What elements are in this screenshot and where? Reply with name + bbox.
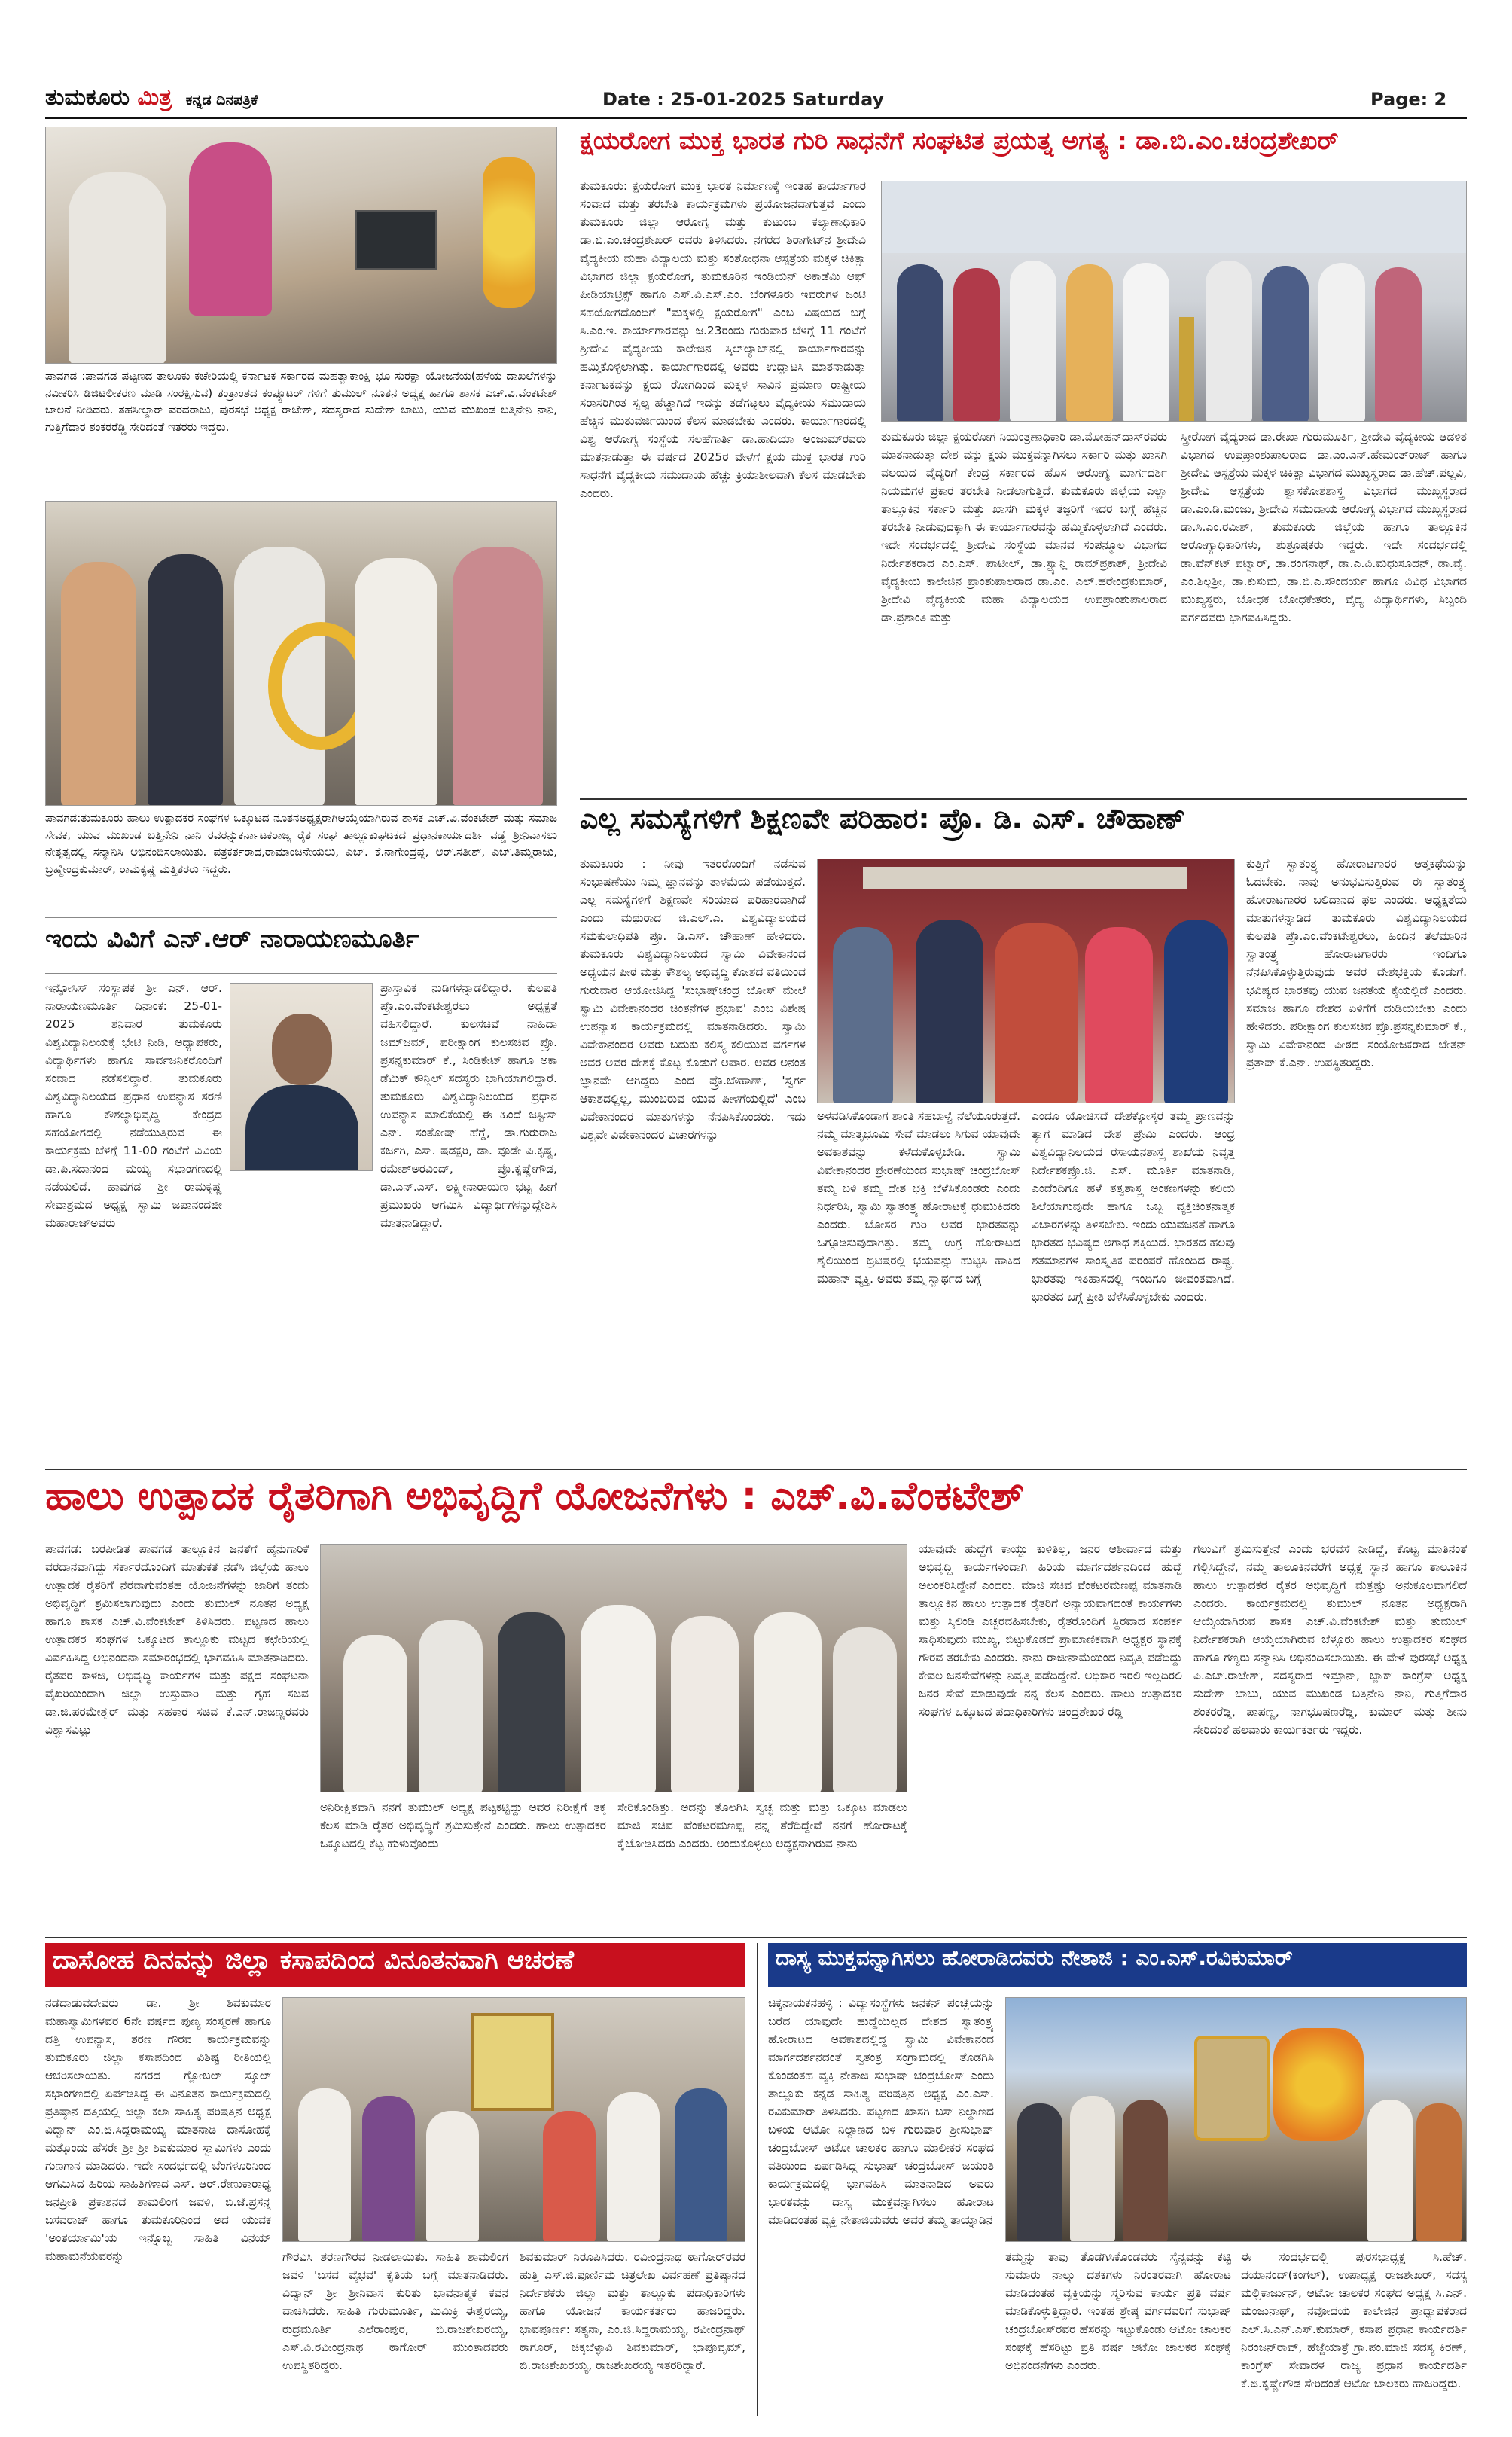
- person-figure: [833, 1627, 897, 1792]
- masthead-logo: [45, 84, 422, 117]
- person-figure: [675, 2088, 727, 2242]
- person-figure: [1262, 266, 1309, 422]
- swami-portrait-frame: [471, 2013, 554, 2111]
- photo-netaji-tribute: [1005, 1997, 1467, 2242]
- netaji-col3: ಈ ಸಂದರ್ಭದಲ್ಲಿ ಪುರಸಭಾಧ್ಯಕ್ಷ ಸಿ.ಹೆಚ್. ದಯಾನಂದ್(ಕಂಗಲ್), ಉಪಾಧ್ಯಕ್ಷ ರಾಜಶೇಖರ್, ಸದಸ್ಯ ಮಲ್ಲಿಕಾರ್ಜುನ್, ಆಟೋ ಚಾಲಕರ ಸಂಘದ ಅಧ್ಯಕ್ಷ ಸಿ.ಎನ್. ಮಂಜುನಾಥ್, ನವೋದಯ ಕಾಲೇಜಿನ ಪ್ರಾಧ್ಯಾಪಕರಾದ ಎಲ್.ಸಿ.ಎನ್.ಎಸ್.ಕುಮಾರ್, ಕಸಾಪ ಪ್ರಧಾನ ಕಾರ್ಯದರ್ಶಿ ನಿರಂಜನ್‌ರಾವ್, ಹೆಜ್ಜೆಯಾತ್ರೆ ಗ್ರಾ.ಪಂ.ಮಾಜಿ ಸದಸ್ಯ ಕಿರಣ್, ಕಾಂಗ್ರೆಸ್ ಸೇವಾದಳ ರಾಜ್ಯ ಪ್ರಧಾನ ಕಾರ್ಯದರ್ಶಿ ಕೆ.ಜಿ.ಕೃಷ್ಣೇಗೌಡ ಸೇರಿದಂತೆ ಆಟೋ ಚಾಲಕರು ಹಾಜರಿದ್ದರು.: [1241, 2250, 1467, 2391]
- issue-date: Date : 25-01-2025 Saturday: [602, 89, 885, 110]
- education-col4: ಕುತ್ತಿಗೆ ಸ್ವಾತಂತ್ರ್ಯ ಹೋರಾಟಗಾರರ ಆತ್ಮಕಥೆಯನ್ನು ಓದಬೇಕು. ನಾವು ಅನುಭವಿಸುತ್ತಿರುವ ಈ ಸ್ವಾತಂತ್ರ್ಯ ಹೋರಾಟಗಾರರ ಬಲಿದಾನದ ಫಲ ಎಂದರು. ಅಧ್ಯಕ್ಷತೆಯ ಮಾತುಗಳನ್ನಾಡಿದ ತುಮಕೂರು ವಿಶ್ವವಿದ್ಯಾನಿಲಯದ ಕುಲಪತಿ ಪ್ರೊ.ಎಂ.ವೆಂಕಟೇಶ್ವರಲು, ಹಿಂದಿನ ತಲೆಮಾರಿನ ಸ್ವಾತಂತ್ರ್ಯ ಹೋರಾಟಗಾರರು ಇಂದಿಗೂ ನೆನಪಿಸಿಕೊಳ್ಳುತ್ತಿರುವುದು ಅವರ ದೇಶಭಕ್ತಿಯ ಕೊಡುಗೆ. ಭವಿಷ್ಯದ ಭಾರತವು ಯುವ ಜನತೆಯ ಕೈಯಲ್ಲಿದೆ ಎಂದರು. ಸಮಾಜ ಹಾಗೂ ದೇಶದ ಏಳಿಗೆಗೆ ದುಡಿಯಬೇಕು ಎಂದು ಹೇಳಿದರು. ಪರೀಕ್ಷಾಂಗ ಕುಲಸಚಿವ ಪ್ರೊ.ಪ್ರಸನ್ನಕುಮಾರ್ ಕೆ., ಸ್ವಾಮಿ ವಿವೇಕಾನಂದ ಪೀಠದ ಸಂಯೋಜಕರಾದ ಚೇತನ್ ಪ್ರತಾಪ್ ಕೆ.ಎನ್. ಉಪಸ್ಥಿತರಿದ್ದರು.: [1246, 857, 1467, 1070]
- person-figure: [1367, 2100, 1413, 2242]
- stage-backdrop-text: [863, 867, 1187, 889]
- person-figure: [1066, 264, 1113, 422]
- photo-kasapa-group: [282, 1997, 745, 2242]
- person-figure: [1070, 2096, 1115, 2242]
- person-figure: [953, 268, 1000, 422]
- person-figure: [498, 1612, 565, 1792]
- milk-photo-caption-left: ಅನಿರೀಕ್ಷಿತವಾಗಿ ನನಗೆ ತುಮುಲ್ ಅಧ್ಯಕ್ಷ ಪಟ್ಟಕಟ್ಟಿದ್ದು ಅವರ ನಿರೀಕ್ಷೆಗೆ ತಕ್ಕ ಕೆಲಸ ಮಾಡಿ ರೈತರ ಅಭಿವೃದ್ಧಿಗೆ ಶ್ರಮಿಸುತ್ತೇನೆ ಎಂದರು. ಹಾಲು ಉತ್ಪಾದಕರ ಒಕ್ಕೂಟದಲ್ಲಿ ಕೆಟ್ಟ ಹುಳುವೊಂದು: [320, 1801, 606, 1851]
- person-figure: [1206, 261, 1252, 422]
- person-figure: [1010, 261, 1056, 422]
- netaji-col1: ಚಿಕ್ಕನಾಯಕನಹಳ್ಳಿ : ವಿದ್ಯಾಸಂಸ್ಥೆಗಳು ಜನಕನ್ ಪಂಚ್ಲೆಯನ್ನು ಬರೆದ ಯಾವುದೇ ಹುದ್ದೆಯಿಲ್ಲದ ದೇಶದ ಸ್ವಾತಂತ್ರ್ಯ ಹೋರಾಟದ ಅವಕಾಶದಲ್ಲಿದ್ದ ಸ್ವಾಮಿ ವಿವೇಕಾನಂದ ಮಾರ್ಗದರ್ಶನದಂತೆ ಸ್ವತಂತ್ರ ಸಂಗ್ರಾಮದಲ್ಲಿ ತೊಡಗಿಸಿ ಕೊಂಡಂತಹ ವ್ಯಕ್ತಿ ನೇತಾಜಿ ಸುಭಾಷ್ ಚಂದ್ರಬೋಸ್ ಎಂದು ತಾಲ್ಲೂಕು ಕನ್ನಡ ಸಾಹಿತ್ಯ ಪರಿಷತ್ತಿನ ಅಧ್ಯಕ್ಷ ಎಂ.ಎಸ್. ರವಿಕುಮಾರ್ ತಿಳಿಸಿದರು. ಪಟ್ಟಣದ ಖಾಸಗಿ ಬಸ್ ನಿಲ್ದಾಣದ ಬಳಿಯ ಆಟೋ ನಿಲ್ದಾಣದ ಬಳಿ ಗುರುವಾರ ಶ್ರೀಸುಭಾಷ್ ಚಂದ್ರಬೋಸ್ ಆಟೋ ಚಾಲಕರ ಹಾಗೂ ಮಾಲೀಕರ ಸಂಘದ ವತಿಯಿಂದ ಏರ್ಪಡಿಸಿದ್ದ ಸುಭಾಷ್ ಚಂದ್ರಬೋಸ್ ಜಯಂತಿ ಕಾರ್ಯಕ್ರಮದಲ್ಲಿ ಭಾಗವಹಿಸಿ ಮಾತನಾಡಿದ ಅವರು ಭಾರತವನ್ನು ದಾಸ್ಯ ಮುಕ್ತವನ್ನಾಗಿಸಲು ಹೋರಾಟ ಮಾಡಿದಂತಹ ವ್ಯಕ್ತಿ ನೇತಾಜಿಯವರು ಅವರ ತಮ್ಮ ತಾಯ್ನಾಡಿನ: [768, 1996, 994, 2228]
- education-col1: ತುಮಕೂರು : ನೀವು ಇತರರೊಂದಿಗೆ ನಡೆಸುವ ಸಂಭಾಷಣೆಯು ನಿಮ್ಮ ಜ್ಞಾನವನ್ನು ತಾಳಮೆಯ ಪಡೆಯುತ್ತದೆ. ಎಲ್ಲ ಸಮಸ್ಯೆಗಳಿಗೆ ಶಿಕ್ಷಣವೇ ಸರಿಯಾದ ಪರಿಹಾರವಾಗಿದೆ ಎಂದು ಮಥುರಾದ ಜಿ.ಎಲ್.ಎ. ವಿಶ್ವವಿದ್ಯಾಲಯದ ಸಮಕುಲಾಧಿಪತಿ ಪ್ರೊ. ಡಿ.ಎಸ್. ಚೌಹಾಣ್ ಹೇಳಿದರು. ತುಮಕೂರು ವಿಶ್ವವಿದ್ಯಾನಿಲಯದ ಸ್ವಾಮಿ ವಿವೇಕಾನಂದ ಅಧ್ಯಯನ ಪೀಠ ಮತ್ತು ಕೌಶಲ್ಯ ಅಭಿವೃದ್ಧಿ ಕೋಶದ ವತಿಯಿಂದ ಗುರುವಾರ ಆಯೋಜಿಸಿದ್ದ 'ಸುಭಾಷ್‌ಚಂದ್ರ ಬೋಸ್ ಮೇಲೆ ಸ್ವಾಮಿ ವಿವೇಕಾನಂದರ ಚಿಂತನೆಗಳ ಪ್ರಭಾವ' ಎಂಬ ವಿಶೇಷ ಉಪನ್ಯಾಸ ಕಾರ್ಯಕ್ರಮದಲ್ಲಿ ಮಾತನಾಡಿದರು. ಸ್ವಾಮಿ ವಿವೇಕಾನಂದರ ಅವರು ಬದುಕು ಕಲಿಸ್ತ್ಯ ಕಲಿಯುವ ವರ್ಗಗಳ ಅವರ ಅವರ ದೇಶಕ್ಕೆ ಕೊಟ್ಟ ಕೊಡುಗೆ ಅಪಾರ. ಅವರ ಅನಂತ ಜ್ಞಾನವೇ ಆಗಿದ್ದರು ಎಂದ ಪ್ರೊ.ಚೌಹಾಣ್, 'ಸ್ವರ್ಗ ಆಕಾಶದಲ್ಲಿಲ್ಲ, ಮುಂಬರುವ ಯುವ ಪೀಳಿಗೆಯಲ್ಲಿದೆ' ಎಂಬ ವಿವೇಕಾನಂದರ ಮಾತುಗಳನ್ನು ನೆನಪಿಸಿಕೊಂಡರು. ಇದು ವಿಶ್ವವೇ ವಿವೇಕಾನಂದರ ವಿಚಾರಗಳನ್ನು: [580, 857, 806, 1142]
- photo-caption: ಪಾವಗಡ:ತುಮಕೂರು ಹಾಲು ಉತ್ಪಾದಕರ ಸಂಘಗಳ ಒಕ್ಕೂಟದ ನೂತನಅಧ್ಯಕ್ಷರಾಗಿಆಯ್ಕೆಯಾಗಿರುವ ಶಾಸಕ ಎಚ್.ವಿ.ವೆಂಕಟೇಶ್ ಮತ್ತು ಸಮಾಜ ಸೇವಕ, ಯುವ ಮುಖಂಡ ಬತ್ತಿನೇನಿ ನಾನಿ ರವರನ್ನುಕರ್ನಾಟಕರಾಜ್ಯ ರೈತ ಸಂಘ ತಾಲ್ಲೂಕುಘಟಕದ ಪ್ರಧಾನಕಾರ್ಯದರ್ಶಿ ವಡ್ಡೆ ಶ್ರೀನಿವಾಸಲು ನೇತೃತ್ವದಲ್ಲಿ ಸನ್ಮಾನಿಸಿ ಅಭಿನಂದಿಸಲಾಯಿತು. ಪತ್ರಕರ್ತರಾದ,ರಾಮಾಂಜನೇಯಲು, ಎಚ್. ಕೆ.ನಾಗೇಂದ್ರಪ್ಪ, ಆರ್.ಸತೀಶ್, ಎಚ್.ತಿಮ್ಮರಾಜು, ಬ್ರಹ್ಮೇಂದ್ರಕುಮಾರ್, ರಾಮಕೃಷ್ಣ ಮತ್ತಿತರರು ಇದ್ದರು.: [45, 811, 557, 876]
- narayana-col1: ಇನ್ಫೋಸಿಸ್ ಸಂಸ್ಥಾಪಕ ಶ್ರೀ ಎನ್. ಆರ್. ನಾರಾಯಣಮೂರ್ತಿ ದಿನಾಂಕ: 25-01-2025 ಶನಿವಾರ ತುಮಕೂರು ವಿಶ್ವವಿದ್ಯಾನಿಲಯಕ್ಕೆ ಭೇಟಿ ನೀಡಿ, ಅಧ್ಯಾಪಕರು, ವಿದ್ಯಾರ್ಥಿಗಳು ಹಾಗೂ ಸಾರ್ವಜನಿಕರೊಂದಿಗೆ ಸಂವಾದ ನಡೆಸಲಿದ್ದಾರೆ. ತುಮಕೂರು ವಿಶ್ವವಿದ್ಯಾನಿಲಯದ ಪ್ರಧಾನ ಉಪನ್ಯಾಸ ಸರಣಿ ಹಾಗೂ ಕೌಶಲ್ಯಾಭಿವೃದ್ಧಿ ಕೇಂದ್ರದ ಸಹಯೋಗದಲ್ಲಿ ನಡೆಯುತ್ತಿರುವ ಈ ಕಾರ್ಯಕ್ರಮ ಬೆಳಗ್ಗೆ 11-00 ಗಂಟೆಗೆ ವಿವಿಯ ಡಾ.ಪಿ.ಸದಾನಂದ ಮಯ್ಯ ಸಭಾಂಗಣದಲ್ಲಿ ನಡೆಯಲಿದೆ. ಹಾವಗಡ ಶ್ರೀ ರಾಮಕೃಷ್ಣ ಸೇವಾಶ್ರಮದ ಅಧ್ಯಕ್ಷ ಸ್ವಾಮಿ ಜಪಾನಂದಜೀ ಮಹಾರಾಜ್‌ಅವರು: [45, 981, 222, 1231]
- portrait-head: [272, 1014, 332, 1085]
- photo-computer-inauguration: [45, 127, 557, 364]
- netaji-headline: ದಾಸ್ಯ ಮುಕ್ತವನ್ನಾಗಿಸಲು ಹೋರಾಡಿದವರು ನೇತಾಜಿ : ಎಂ.ಎಸ್.ರವಿಕುಮಾರ್: [768, 1943, 1467, 1987]
- flower-garland-decor: [1273, 2028, 1364, 2141]
- paper-name-part1: ತುಮಕೂರು: [45, 84, 130, 111]
- person-figure: [1123, 263, 1169, 422]
- education-headline: ಎಲ್ಲ ಸಮಸ್ಯೆಗಳಿಗೆ ಶಿಕ್ಷಣವೇ ಪರಿಹಾರ: ಪ್ರೊ. ಡಿ. ಎಸ್. ಚೌಹಾಣ್: [580, 803, 1185, 835]
- dasoha-col2: ಗೌರವಿಸಿ ಶರಣಗೌರವ ನೀಡಲಾಯಿತು. ಸಾಹಿತಿ ಶಾಮಲಿಂಗ ಜವಳಿ 'ಬಸವ ವೈಭವ' ಕೃತಿಯ ಬಗ್ಗೆ ಮಾತನಾಡಿದರು. ವಿದ್ವಾನ್ ಶ್ರೀ ಶ್ರೀನಿವಾಸ ಕುರಿತು ಭಾವನಾತ್ಮಕ ಕವನ ವಾಚಿಸಿದರು. ಸಾಹಿತಿ ಗುರುಮೂರ್ತಿ, ಮಿಮಿಕ್ರಿ ಈಶ್ವರಯ್ಯ, ರುದ್ರಮೂರ್ತಿ ಎಲೆರಾಂಪುರ, ಬಿ.ರಾಜಶೇಖರಯ್ಯ, ಎಸ್.ವಿ.ರವೀಂದ್ರನಾಥ ಠಾಗೋರ್ ಮುಂತಾದವರು ಉಪಸ್ಥಿತರಿದ್ದರು.: [282, 2250, 508, 2373]
- person-figure: [543, 2111, 596, 2242]
- masthead-rule: [45, 117, 1467, 119]
- person-figure: [298, 2088, 351, 2242]
- dasoha-col1: ನಡೆದಾಡುವದೇವರು ಡಾ. ಶ್ರೀ ಶಿವಕುಮಾರ ಮಹಾಸ್ವಾಮಿಗಳವರ 6ನೇ ವರ್ಷದ ಪುಣ್ಯ ಸಂಸ್ಮರಣೆ ಹಾಗೂ ದತ್ತಿ ಉಪನ್ಯಾಸ, ಶರಣ ಗೌರವ ಕಾರ್ಯಕ್ರಮವನ್ನು ತುಮಕೂರು ಜಿಲ್ಲಾ ಕಸಾಪದಿಂದ ವಿಶಿಷ್ಟ ರೀತಿಯಲ್ಲಿ ಆಚರಿಸಲಾಯಿತು. ನಗರದ ಗ್ಲೋಬಲ್ ಸ್ಕೂಲ್ ಸಭಾಂಗಣದಲ್ಲಿ ಏರ್ಪಡಿಸಿದ್ದ ಈ ವಿನೂತನ ಕಾರ್ಯಕ್ರಮದಲ್ಲಿ ಪ್ರತಿಷ್ಠಾನ ದತ್ತಿಯಲ್ಲಿ ಜಿಲ್ಲಾ ಕಲಾ ಸಾಹಿತ್ಯ ಪರಿಷತ್ತಿನ ಅಧ್ಯಕ್ಷ ವಿದ್ವಾನ್ ಎಂ.ಜಿ.ಸಿದ್ದರಾಮಯ್ಯ ಮಾತನಾಡಿ ದಾಸೋಹಕ್ಕೆ ಮತ್ತೊಂದು ಹೆಸರೇ ಶ್ರೀ ಶ್ರೀ ಶಿವಕುಮಾರ ಸ್ವಾಮಿಗಳು ಎಂದು ಗುಣಗಾನ ಮಾಡಿದರು. ಇದೇ ಸಂದರ್ಭದಲ್ಲಿ ಬೆಂಗಳೂರಿನಿಂದ ಆಗಮಿಸಿದ ಹಿರಿಯ ಸಾಹಿತಿಗಳಾದ ಎಸ್. ಆರ್.ರೇಣುಕಾರಾಧ್ಯ ಜನಪ್ರೀತಿ ಪ್ರಕಾಶನದ ಶಾಮಲಿಂಗ ಜವಳಿ, ಬಿ.ಜೆ.ಪ್ರಸನ್ನ ಬಸವರಾಜ್ ಹಾಗೂ ತುಮಕೂರಿನಿಂದ ಅದ ಯುವಕ 'ಅಂತರ್ಯಾಮಿ'ಯ ಇನ್ನೊಬ್ಬ ಸಾಹಿತಿ ವಿನಯ್ ಮಹಾಮನೆಯವರನ್ನು: [45, 1996, 271, 2264]
- paper-name-part2: ಮಿತ್ರ: [137, 84, 172, 111]
- person-figure: [419, 1620, 483, 1792]
- dasoha-col3: ಶಿವಕುಮಾರ್ ನಿರೂಪಿಸಿದರು. ರವೀಂದ್ರನಾಥ ಠಾಗೋರ್‌ರವರ ಹುತ್ತಿ ಎಸ್.ಜಿ.ಪೂರ್ಣಿಮ ಚಿತ್ರಲೇಖ ವಿರ್ವಹಣೆ ಪ್ರತಿಷ್ಠಾನದ ನಿರ್ದೇಶಕರು ಜಿಲ್ಲಾ ಮತ್ತು ತಾಲ್ಲೂಕು ಪದಾಧಿಕಾರಿಗಳು ಹಾಗೂ ಯೋಜನೆ ಕಾರ್ಯಕರ್ತರು ಹಾಜರಿದ್ದರು. ಭಾವಪೂರ್ಣ: ಸತ್ಯನಾ, ಎಂ.ಜಿ.ಸಿದ್ದರಾಮಯ್ಯ, ರವೀಂದ್ರನಾಥ್ ಠಾಗೂರ್, ಚಿಕ್ಕಬೆಳ್ಳಾವಿ ಶಿವಕುಮಾರ್, ಭಾಪೂವೃಮ್, ಬಿ.ರಾಜಶೇಖರಯ್ಯ, ರಾಜಶೇಖರಯ್ಯ ಇತರರಿದ್ದಾರೆ.: [520, 2250, 745, 2373]
- milk-col3: ಗೆಲುವಿಗೆ ಶ್ರಮಿಸುತ್ತೇನೆ ಎಂದು ಭರವಸೆ ನೀಡಿದ್ದೆ, ಕೊಟ್ಟ ಮಾತಿನಂತೆ ಗೆಲ್ಲಿಸಿದ್ದೇನೆ, ನಮ್ಮ ತಾಲೂಕಿನವರೆಗೆ ಅಧ್ಯಕ್ಷ ಸ್ಥಾನ ಹಾಗೂ ತಾಲೂಕಿನ ಹಾಲು ಉತ್ಪಾದಕರ ರೈತರ ಅಭಿವೃದ್ಧಿಗೆ ಮತ್ತಷ್ಟು ಅನುಕೂಲವಾಗಲಿದೆ ಎಂದರು. ಕಾರ್ಯಕ್ರಮದಲ್ಲಿ ತುಮುಲ್ ನೂತನ ಅಧ್ಯಕ್ಷರಾಗಿ ಆಯ್ಕೆಯಾಗಿರುವ ಶಾಸಕ ಎಚ್.ವಿ.ವೆಂಕಟೇಶ್ ಮತ್ತು ತುಮುಲ್ ನಿರ್ದೇಶಕರಾಗಿ ಆಯ್ಕೆಯಾಗಿರುವ ಬೆಳ್ಳೂರು ಹಾಲು ಉತ್ಪಾದಕರ ಸಂಘದ ಹಾಗೂ ಗಣ್ಯರು ಸನ್ಮಾನಿಸಿ ಅಭಿನಂದಿಸಲಾಯಿತು. ಈ ವೇಳೆ ಪುರಸಭೆ ಅಧ್ಯಕ್ಷ ಪಿ.ಎಚ್.ರಾಜೇಶ್, ಸದಸ್ಯರಾದ ಇಮ್ರಾನ್, ಬ್ಲಾಕ್ ಕಾಂಗ್ರೆಸ್ ಅಧ್ಯಕ್ಷ ಸುದೇಶ್ ಬಾಬು, ಯುವ ಮುಖಂಡ ಬತ್ತಿನೇನಿ ನಾನಿ, ಗುತ್ತಿಗೆದಾರ ಶಂಕರರೆಡ್ಡಿ, ಪಾಪಣ್ಣ, ನಾಗಭೂಷಣರೆಡ್ಡಿ, ಕುಮಾರ್ ಮತ್ತು ಶೀನು ಸೇರಿದಂತೆ ಹಲವಾರು ಕಾರ್ಯಕರ್ತರು ಇದ್ದರು.: [1193, 1542, 1467, 1737]
- banner-backdrop: [882, 181, 1467, 253]
- tb-col1: ತುಮಕೂರು: ಕ್ಷಯರೋಗ ಮುಕ್ತ ಭಾರತ ನಿರ್ಮಾಣಕ್ಕೆ ಇಂತಹ ಕಾರ್ಯಾಗಾರ ಸಂವಾದ ಮತ್ತು ತರಬೇತಿ ಕಾರ್ಯಕ್ರಮಗಳು ಪ್ರಯೋಜನವಾಗುತ್ತವೆ ಎಂದು ತುಮಕೂರು ಜಿಲ್ಲಾ ಆರೋಗ್ಯ ಮತ್ತು ಕುಟುಂಬ ಕಲ್ಯಾಣಾಧಿಕಾರಿ ಡಾ.ಬಿ.ಎಂ.ಚಂದ್ರಶೇಖರ್ ರವರು ತಿಳಿಸಿದರು. ನಗರದ ಶಿರಾಗೇಟ್‌ನ ಶ್ರೀದೇವಿ ವೈದ್ಯಕೀಯ ಮಹಾ ವಿದ್ಯಾಲಯ ಮತ್ತು ಸಂಶೋಧನಾ ಆಸ್ಪತ್ರೆಯ ಮಕ್ಕಳ ಚಿಕಿತ್ಸಾ ವಿಭಾಗದ ಜಿಲ್ಲಾ ಕ್ಷಯರೋಗ, ತುಮಕೂರಿನ ಇಂಡಿಯನ್ ಅಕಾಡೆಮಿ ಆಫ್ ಪೀಡಿಯಾಟ್ರಿಕ್ಸ್ ಹಾಗೂ ಎಸ್.ವಿ.ಎಸ್.ಎಂ. ಬೆಂಗಳೂರು ಇವರುಗಳ ಜಂಟಿ ಸಹಯೋಗದೊಂದಿಗೆ "ಮಕ್ಕಳಲ್ಲಿ ಕ್ಷಯರೋಗ" ಎಂಬ ವಿಷಯದ ಬಗ್ಗೆ ಸಿ.ಎಂ.ಇ. ಕಾರ್ಯಾಗಾರವನ್ನು ಜ.23ರಂದು ಗುರುವಾರ ಬೆಳಗ್ಗೆ 11 ಗಂಟೆಗೆ ಶ್ರೀದೇವಿ ವೈದ್ಯಕೀಯ ಕಾಲೇಜಿನ ಸ್ಕಿಲ್‌ಲ್ಯಾಬ್‌ನಲ್ಲಿ ಕಾರ್ಯಾಗಾರವನ್ನು ಹಮ್ಮಿಕೊಳ್ಳಲಾಗಿತ್ತು. ಕಾರ್ಯಾಗಾರದಲ್ಲಿ ಅವರು ಉದ್ಘಾಟಿಸಿ ಮಾತನಾಡುತ್ತಾ ಕರ್ನಾಟಕವನ್ನು ಕ್ಷಯ ರೋಗದಿಂದ ಮಕ್ಕಳ ಸಾವಿನ ಪ್ರಮಾಣ ರಾಷ್ಟ್ರೀಯ ಸರಾಸರಿಗಿಂತ ಸ್ವಲ್ಪ ಹೆಚ್ಚಾಗಿದೆ ಇದನ್ನು ತಡೆಗಟ್ಟಲು ವೈದ್ಯಕೀಯ ಸಮುದಾಯ ಹೆಚ್ಚಿನ ಮುತುವರ್ಜಿಯಿಂದ ಕೆಲಸ ಮಾಡಬೇಕು ಎಂದರು. ಕಾರ್ಯಾಗಾರದಲ್ಲಿ ವಿಶ್ವ ಆರೋಗ್ಯ ಸಂಸ್ಥೆಯ ಸಲಹೆಗಾರ್ತಿ ಡಾ.ಹಾದಿಯಾ ಅಂಜುಮ್‌ರವರು ಮಾತನಾಡುತ್ತಾ ಈ ವರ್ಷದ 2025ರ ವೇಳೆಗೆ ಕ್ಷಯ ಮುಕ್ತ ಭಾರತ ಗುರಿ ಸಾಧನೆಗೆ ವೈದ್ಯಕೀಯ ಸಮುದಾಯ ಹೆಚ್ಚು ಕ್ರಿಯಾಶೀಲವಾಗಿ ಕೆಲಸ ಮಾಡಬೇಕು ಎಂದರು.: [580, 179, 866, 501]
- person-figure: [355, 558, 437, 806]
- person-figure: [453, 547, 543, 806]
- person-figure: [189, 142, 272, 316]
- person-figure: [671, 1616, 739, 1792]
- section-divider: [45, 1937, 1467, 1938]
- person-figure: [343, 1635, 407, 1792]
- milk-col1: ಪಾವಗಡ: ಬರಪೀಡಿತ ಪಾವಗಡ ತಾಲ್ಲೂಕಿನ ಜನತೆಗೆ ಹೈನುಗಾರಿಕೆ ವರದಾನವಾಗಿದ್ದು ಸರ್ಕಾರದೊಂದಿಗೆ ಮಾತುಕತೆ ನಡೆಸಿ ಜಿಲ್ಲೆಯ ಹಾಲು ಉತ್ಪಾದಕ ರೈತರಿಗೆ ನೆರವಾಗುವಂತಹ ಯೋಜನೆಗಳನ್ನು ಜಾರಿಗೆ ತಂದು ಅಭಿವೃದ್ಧಿಗೆ ಶ್ರಮಿಸಲಾಗುವುದು ಎಂದು ತುಮುಲ್ ನೂತನ ಅಧ್ಯಕ್ಷ ಹಾಗೂ ಶಾಸಕ ಎಚ್.ವಿ.ವೆಂಕಟೇಶ್ ತಿಳಿಸಿದರು. ಪಟ್ಟಣದ ಹಾಲು ಉತ್ಪಾದಕರ ಸಂಘಗಳ ಒಕ್ಕೂಟದ ತಾಲ್ಲೂಕು ಮಟ್ಟದ ಕಛೇರಿಯಲ್ಲಿ ವಿರ್ವಹಿಸಿದ್ದ ಅಭಿನಂದನಾ ಸಮಾರಂಭದಲ್ಲಿ ಭಾಗವಹಿಸಿ ಮಾತನಾಡಿದರು. ರೈತಪರ ಕಾಳಜಿ, ಅಭಿವೃದ್ಧಿ ಕಾರ್ಯಗಳ ಮತ್ತು ಪಕ್ಷದ ಸಂಘಟನಾ ವೈಖರಿಯಿಂದಾಗಿ ಜಿಲ್ಲಾ ಉಸ್ತುವಾರಿ ಮತ್ತು ಗೃಹ ಸಚಿವ ಡಾ.ಜಿ.ಪರಮೇಶ್ವರ್ ಮತ್ತು ಸಹಕಾರ ಸಚಿವ ಕೆ.ಎನ್.ರಾಜಣ್ಣರವರು ವಿಶ್ವಾಸವಿಟ್ಟು: [45, 1542, 309, 1737]
- narayana-col2: ಪ್ರಾಸ್ತಾವಿಕ ನುಡಿಗಳನ್ನಾಡಲಿದ್ದಾರೆ. ಕುಲಪತಿ ಪ್ರೊ.ಎಂ.ವೆಂಕಟೇಶ್ವರಲು ಅಧ್ಯಕ್ಷತೆ ವಹಿಸಲಿದ್ದಾರೆ. ಕುಲಸಚಿವೆ ನಾಹಿದಾ ಜಮ್‌ಜಮ್, ಪರೀಕ್ಷಾಂಗ ಕುಲಸಚಿವ ಪ್ರೊ. ಪ್ರಸನ್ನಕುಮಾರ್ ಕೆ., ಸಿಂಡಿಕೇಟ್ ಹಾಗೂ ಅಕಾ ಡೆಮಿಕ್ ಕೌನ್ಸಿಲ್ ಸದಸ್ಯರು ಭಾಗಿಯಾಗಲಿದ್ದಾರೆ. ತುಮಕೂರು ವಿಶ್ವವಿದ್ಯಾನಿಲಯದ ಪ್ರಧಾನ ಉಪನ್ಯಾಸ ಮಾಲಿಕೆಯಲ್ಲಿ ಈ ಹಿಂದೆ ಜಸ್ಟೀಸ್ ಎನ್. ಸಂತೋಷ್ ಹೆಗ್ಡೆ, ಡಾ.ಗುರುರಾಜ ಕರ್ಜಗಿ, ಎಸ್. ಷಡಕ್ಷರಿ, ಡಾ. ವೂಡೇ ಪಿ.ಕೃಷ್ಣ, ರಮೇಶ್‌ಅರವಿಂದ್, ಪ್ರೊ.ಕೃಷ್ಣೇಗೌಡ, ಡಾ.ಎನ್.ಎಸ್. ಲಕ್ಷ್ಮೀನಾರಾಯಣ ಭಟ್ಟ ಹೀಗೆ ಪ್ರಮುಖರು ಆಗಮಿಸಿ ವಿದ್ಯಾರ್ಥಿಗಳನ್ನುದ್ದೇಶಿಸಿ ಮಾತನಾಡಿದ್ದಾರೆ.: [380, 981, 557, 1231]
- person-figure: [1017, 2103, 1062, 2242]
- person-figure: [916, 920, 983, 1103]
- person-figure: [607, 2092, 660, 2242]
- person-figure: [61, 562, 136, 806]
- paper-subtitle: ಕನ್ನಡ ದಿನಪತ್ರಿಕೆ: [185, 92, 258, 108]
- photo-felicitation-garland: [45, 501, 557, 806]
- section-divider: [45, 973, 557, 974]
- education-col2: ಅಳವಡಿಸಿಕೊಂಡಾಗ ಶಾಂತಿ ಸಹಬಾಳ್ವೆ ನೆಲೆಯೂರುತ್ತದೆ. ನಮ್ಮ ಮಾತೃಭೂಮಿ ಸೇವೆ ಮಾಡಲು ಸಿಗುವ ಯಾವುದೇ ಅವಕಾಶವನ್ನು ಕಳೆದುಕೊಳ್ಳಬೇಡಿ. ಸ್ವಾಮಿ ವಿವೇಕಾನಂದರ ಪ್ರೇರಣೆಯಿಂದ ಸುಭಾಷ್ ಚಂದ್ರಬೋಸ್ ತಮ್ಮ ಬಳಿ ತಮ್ಮ ದೇಶ ಭಕ್ತಿ ಬೆಳೆಸಿಕೊಂಡರು ಎಂದು ನಿರ್ಧರಿಸಿ, ಸ್ವಾಮಿ ಸ್ವಾತಂತ್ರ್ಯ ಹೋರಾಟಕ್ಕೆ ಧುಮುಕಿದರು ಎಂದರು. ಬೋಸರ ಗುರಿ ಅವರ ಭಾರತವನ್ನು ಒಗ್ಗೂಡಿಸುವುದಾಗಿತ್ತು. ತಮ್ಮ ಉಗ್ರ ಹೋರಾಟದ ಶೈಲಿಯಿಂದ ಬ್ರಿಟಿಷರಲ್ಲಿ ಭಯವನ್ನು ಹುಟ್ಟಿಸಿ ಹಾಕಿದ ಮಹಾನ್ ವ್ಯಕ್ತಿ. ಅವರು ತಮ್ಮ ಸ್ವಾರ್ಥದ ಬಗ್ಗೆ: [817, 1109, 1020, 1286]
- section-divider: [45, 1469, 1467, 1470]
- person-figure: [426, 2111, 479, 2242]
- portrait-narayana-murthy: [230, 983, 373, 1171]
- oil-lamp: [1179, 317, 1194, 422]
- person-figure: [995, 923, 1078, 1103]
- tb-headline: ಕ್ಷಯರೋಗ ಮುಕ್ತ ಭಾರತ ಗುರಿ ಸಾಧನೆಗೆ ಸಂಘಟಿತ ಪ್ರಯತ್ನ ಅಗತ್ಯ : ಡಾ.ಬಿ.ಎಂ.ಚಂದ್ರಶೇಖರ್: [580, 127, 1339, 155]
- person-figure: [581, 1605, 656, 1792]
- photo-milk-union-meeting: [320, 1544, 907, 1792]
- portrait-suit: [245, 1085, 358, 1171]
- tb-col2: ತುಮಕೂರು ಜಿಲ್ಲಾ ಕ್ಷಯರೋಗ ನಿಯಂತ್ರಣಾಧಿಕಾರಿ ಡಾ.ಮೋಹನ್‌ದಾಸ್‌ರವರು ಮಾತನಾಡುತ್ತಾ ದೇಶ ವನ್ನು ಕ್ಷಯ ಮುಕ್ತವನ್ನಾಗಿಸಲು ಸರ್ಕಾರಿ ಮತ್ತು ಖಾಸಗಿ ವಲಯದ ವೈದ್ಯರಿಗೆ ಕೇಂದ್ರ ಸರ್ಕಾರದ ಹೊಸ ಆರೋಗ್ಯ ಮಾರ್ಗದರ್ಶಿ ನಿಯಮಗಳ ಪ್ರಕಾರ ತರಬೇತಿ ನೀಡಲಾಗುತ್ತಿದೆ. ತುಮಕೂರು ಜಿಲ್ಲೆಯ ಎಲ್ಲಾ ತಾಲ್ಲೂಕಿನ ಸರ್ಕಾರಿ ಮತ್ತು ಖಾಸಗಿ ಮಕ್ಕಳ ತಜ್ಞರಿಗೆ ಇದರ ಬಗ್ಗೆ ಹೆಚ್ಚಿನ ತರಬೇತಿ ನೀಡುವುದಕ್ಕಾಗಿ ಈ ಕಾರ್ಯಾಗಾರವನ್ನು ಹಮ್ಮಿಕೊಳ್ಳಲಾಗಿದೆ ಎಂದರು. ಇದೇ ಸಂದರ್ಭದಲ್ಲಿ ಶ್ರೀದೇವಿ ಸಂಸ್ಥೆಯ ಮಾನವ ಸಂಪನ್ಮೂಲ ವಿಭಾಗದ ನಿರ್ದೇಶಕರಾದ ಎಂ.ಎಸ್. ಪಾಟೀಲ್, ಡಾ.ಸ್ಟ್ಯಾನ್ಲಿ ರಾಮ್‌ಪ್ರಕಾಶ್, ಶ್ರೀದೇವಿ ವೈದ್ಯಕೀಯ ಕಾಲೇಜಿನ ಪ್ರಾಂಶುಪಾಲರಾದ ಡಾ.ಎಂ. ಎಲ್.ಹರೇಂದ್ರಕುಮಾರ್, ಶ್ರೀದೇವಿ ವೈದ್ಯಕೀಯ ಮಹಾ ವಿದ್ಯಾಲಯದ ಉಪಪ್ರಾಂಶುಪಾಲರಾದ ಡಾ.ಪ್ರಶಾಂತಿ ಮತ್ತು: [881, 430, 1167, 625]
- photo-university-lecture: [817, 859, 1235, 1103]
- person-figure: [362, 2096, 415, 2242]
- section-divider: [45, 917, 557, 918]
- person-figure: [1416, 2103, 1462, 2242]
- flower-garland-decor: [483, 157, 535, 308]
- dasoha-headline: ದಾಸೋಹ ದಿನವನ್ನು ಜಿಲ್ಲಾ ಕಸಾಪದಿಂದ ವಿನೂತನವಾಗಿ ಆಚರಣೆ: [45, 1943, 745, 1987]
- person-figure: [1085, 927, 1153, 1103]
- computer-monitor: [355, 210, 437, 270]
- netaji-col2: ತಮ್ಮನ್ನು ತಾವು ತೊಡಗಿಸಿಕೊಂಡವರು ಸೈನ್ಯವನ್ನು ಕಟ್ಟಿ ಸುಮಾರು ನಾಲ್ಕು ದಶಕಗಳು ನಿರಂತರವಾಗಿ ಹೋರಾಟ ಮಾಡಿದಂತಹ ವ್ಯಕ್ತಿಯನ್ನು ಸ್ಮರಿಸುವ ಕಾರ್ಯ ಪ್ರತಿ ವರ್ಷ ಮಾಡಿಕೊಳ್ಳುತ್ತಿದ್ದಾರೆ. ಇಂತಹ ಶ್ರೇಷ್ಠ ವರ್ಗದವರಿಗೆ ಸುಭಾಷ್ ಚಂದ್ರಬೋಸ್‌ರವರ ಹೆಸರನ್ನು ಇಟ್ಟುಕೊಂಡು ಆಟೋ ಚಾಲಕರ ಸಂಘಕ್ಕೆ ಹೆಸರಿಟ್ಟು ಪ್ರತಿ ವರ್ಷ ಆಟೋ ಚಾಲಕರ ಸಂಘಕ್ಕೆ ಅಭಿನಂದನೆಗಳು ಎಂದರು.: [1005, 2250, 1231, 2373]
- photo-tb-workshop-group: [881, 181, 1467, 422]
- column-divider: [757, 1943, 758, 2416]
- person-figure: [1375, 267, 1422, 422]
- person-figure: [148, 554, 223, 806]
- page-number: Page: 2: [1370, 89, 1447, 110]
- tb-col3: ಸ್ತ್ರೀರೋಗ ವೈದ್ಯರಾದ ಡಾ.ರೇಖಾ ಗುರುಮೂರ್ತಿ, ಶ್ರೀದೇವಿ ವೈದ್ಯಕೀಯ ಆಡಳಿತ ವಿಭಾಗದ ಉಪಪ್ರಾಂಶುಪಾಲರಾದ ಡಾ.ಎಂ.ಎನ್.ಹೇಮಂತ್‌ರಾಜ್ ಹಾಗೂ ಶ್ರೀದೇವಿ ಆಸ್ಪತ್ರೆಯ ಮಕ್ಕಳ ಚಿಕಿತ್ಸಾ ವಿಭಾಗದ ಮುಖ್ಯಸ್ಥರಾದ ಡಾ.ಹೆಚ್.ಪಲ್ಲವಿ, ಶ್ರೀದೇವಿ ಆಸ್ಪತ್ರೆಯ ಶ್ವಾಸಕೋಶಶಾಸ್ತ್ರ ವಿಭಾಗದ ಮುಖ್ಯಸ್ಥರಾದ ಡಾ.ಎಂ.ಡಿ.ಮಂಜು, ಶ್ರೀದೇವಿ ಸಮುದಾಯ ಆರೋಗ್ಯ ವಿಭಾಗದ ಮುಖ್ಯಸ್ಥರಾದ ಡಾ.ಸಿ.ಎಂ.ರವೀಶ್, ತುಮಕೂರು ಜಿಲ್ಲೆಯ ಹಾಗೂ ತಾಲ್ಲೂಕಿನ ಆರೋಗ್ಯಾಧಿಕಾರಿಗಳು, ಶುಶ್ರೂಷಕರು ಇದ್ದರು. ಇದೇ ಸಂದರ್ಭದಲ್ಲಿ ಡಾ.ವೆನ್‌ಕಟ್ ಪಟ್ವಾರ್, ಡಾ.ರಂಗನಾಥ್, ಡಾ.ಎ.ವಿ.ಮಧುಸೂದನ್, ಡಾ.ವೈ. ಎಂ.ಶಿಲ್ಪಶ್ರೀ, ಡಾ.ಕುಸುಮ, ಡಾ.ಬಿ.ಎ.ಸೌಂದರ್ಯ ಹಾಗೂ ವಿವಿಧ ವಿಭಾಗದ ಮುಖ್ಯಸ್ಥರು, ಬೋಧಕ ಬೋಧಕೇತರು, ವೈದ್ಯ ವಿದ್ಯಾರ್ಥಿಗಳು, ಸಿಬ್ಬಂದಿ ವರ್ಗದವರು ಭಾಗವಹಿಸಿದ್ದರು.: [1181, 430, 1467, 625]
- milk-photo-caption-right: ಸೇರಿಕೊಂಡಿತ್ತು. ಅದನ್ನು ತೊಲಗಿಸಿ ಸ್ವಚ್ಛ ಮತ್ತು ಮತ್ತು ಒಕ್ಕೂಟ ಮಾಡಲು ಮಾಜಿ ಸಚಿವ ವೆಂಕಟರಮಣಪ್ಪ ನನ್ನ ತೆರೆದಿದ್ದೇವೆ ನನಗೆ ಹೋರಾಟಕ್ಕೆ ಕೈಜೋಡಿಸಿದರು ಎಂದರು. ಅಂದುಕೊಳ್ಳಲು ಅದ್ಧಕ್ಷನಾಗಿರುವ ನಾನು: [617, 1801, 907, 1851]
- person-figure: [754, 1612, 822, 1792]
- education-col3: ಎಂದೂ ಯೋಚಿಸದೆ ದೇಶಕ್ಕೋಸ್ಕರ ತಮ್ಮ ಪ್ರಾಣವನ್ನು ತ್ಯಾಗ ಮಾಡಿದ ದೇಶ ಪ್ರೇಮಿ ಎಂದರು. ಆಂಧ್ರ ವಿಶ್ವವಿದ್ಯಾನಿಲಯದ ರಸಾಯನಶಾಸ್ತ್ರ ಶಾಖೆಯ ನಿವೃತ್ತ ನಿರ್ದೇಶಕಪ್ರೊ.ಜಿ. ಎಸ್. ಮೂರ್ತಿ ಮಾತನಾಡಿ, ಎಂದೆಂದಿಗೂ ಹಳೆ ತತ್ವಶಾಸ್ತ್ರ ಅಂಕಣಗಳನ್ನು ಕಲಿಯ ಶಿಲೆಯಾಗುವುದೇ ಹಾಗೂ ಒಬ್ಬ ವ್ಯಕ್ತಿಚಿಂತನಾತ್ಮಕ ವಿಚಾರಗಳನ್ನು ತಿಳಿಸಬೇಕು. ಇಂದು ಯುವಜನತೆ ಹಾಗೂ ಭಾರತದ ಭವಿಷ್ಯದ ಅಗಾಧ ಶಕ್ತಿಯಿದೆ. ಭಾರತದ ಹಲವು ಶತಮಾನಗಳ ಸಾಂಸ್ಕೃತಿಕ ಪರಂಪರೆ ಹೊಂದಿದ ರಾಷ್ಟ್ರ. ಭಾರತವು ಇತಿಹಾಸದಲ್ಲಿ ಇಂದಿಗೂ ಜೀವಂತವಾಗಿದೆ. ಭಾರತದ ಬಗ್ಗೆ ಪ್ರೀತಿ ಬೆಳೆಸಿಕೊಳ್ಳಬೇಕು ಎಂದರು.: [1032, 1109, 1235, 1304]
- section-divider: [580, 798, 1467, 800]
- person-figure: [833, 927, 893, 1103]
- milk-headline: ಹಾಲು ಉತ್ಪಾದಕ ರೈತರಿಗಾಗಿ ಅಭಿವೃದ್ದಿಗೆ ಯೋಜನೆಗಳು : ಎಚ್.ವಿ.ವೆಂಕಟೇಶ್: [45, 1475, 1025, 1519]
- photo-caption: ಪಾವಗಡ :ಪಾವಗಡ ಪಟ್ಟಣದ ತಾಲೂಕು ಕಚೇರಿಯಲ್ಲಿ ಕರ್ನಾಟಕ ಸರ್ಕಾರದ ಮಹತ್ವಾಕಾಂಕ್ಷಿ ಭೂ ಸುರಕ್ಷಾ ಯೋಜನೆಯ(ಹಳೆಯ ದಾಖಲೆಗಳನ್ನು ನವೀಕರಿಸಿ ಡಿಜಿಟಲೀಕರಣ ಮಾಡಿ ಸಂರಕ್ಷಿಸುವ) ತಂತ್ರಾಂಶದ ಕಂಪ್ಯೂಟರ್ ಗಳಿಗೆ ತುಮುಲ್ ನೂತನ ಅಧ್ಯಕ್ಷ ಹಾಗೂ ಶಾಸಕ ಎಚ್.ವಿ.ವೆಂಕಟೇಶ್ ಚಾಲನೆ ನೀಡಿದರು. ತಹಸೀಲ್ದಾರ್ ವರದರಾಜು, ಪುರಸಭೆ ಅಧ್ಯಕ್ಷ ರಾಜೇಶ್, ಸದಸ್ಯರಾದ ಸುದೇಶ್ ಬಾಬು, ಯುವ ಮುಖಂಡ ಬತ್ತಿನೇನಿ ನಾನಿ, ಗುತ್ತಿಗೆದಾರ ಶಂಕರರೆಡ್ಡಿ ಸೇರಿದಂತೆ ಇತರರು ಇದ್ದರು.: [45, 369, 557, 434]
- person-figure: [1164, 920, 1228, 1103]
- person-figure: [897, 264, 943, 422]
- milk-col2: ಯಾವುದೇ ಹುದ್ದೆಗೆ ಕಾಯ್ದು ಕುಳಿತಿಲ್ಲ, ಜನರ ಆಶೀರ್ವಾದ ಮತ್ತು ಅಭಿವೃದ್ಧಿ ಕಾರ್ಯಗಳಿಂದಾಗಿ ಹಿರಿಯ ಮಾರ್ಗದರ್ಶನದಿಂದ ಹುದ್ದೆ ಅಲಂಕರಿಸಿದ್ದೇನೆ ಎಂದರು. ಮಾಜಿ ಸಚಿವ ವೆಂಕಟರಮಣಪ್ಪ ಮಾತನಾಡಿ ತಾಲ್ಲೂಕಿನ ಹಾಲು ಉತ್ಪಾದಕ ರೈತರಿಗೆ ಅನ್ಯಾಯವಾಗದಂತೆ ಕಾರ್ಯಗಳು ಮತ್ತು ಸ್ಕಿಲಿಂಡಿ ಎಚ್ಚರವಹಿಸಬೇಕು, ರೈತರೊಂದಿಗೆ ಸ್ಥಿರವಾದ ಸಂಪರ್ಕ ಸಾಧಿಸುವುದು ಮುಖ್ಯ, ಬಿಟ್ಟುಕೊಡದೆ ಪ್ರಾಮಾಣಿಕವಾಗಿ ಅಧ್ಯಕ್ಷರ ಸ್ಥಾನಕ್ಕೆ ಗೌರವ ತರಬೇಕು ಎಂದರು. ನಾನು ರಾಜೀನಾಮೆಯಿಂದ ನಿವೃತ್ತಿ ಪಡೆದಿದ್ದು ಕೇವಲ ಜನಸೇವೆಗಳನ್ನು ನಿವೃತ್ತಿ ಪಡೆದಿದ್ದೇನೆ. ಅಧಿಕಾರ ಇರಲಿ ಇಲ್ಲದಿರಲಿ ಜನರ ಸೇವೆ ಮಾಡುವುದೇ ನನ್ನ ಕೆಲಸ ಎಂದರು. ಹಾಲು ಉತ್ಪಾದಕರ ಸಂಘಗಳ ಒಕ್ಕೂಟದ ಪದಾಧಿಕಾರಿಗಳು ಚಂದ್ರಶೇಖರ ರೆಡ್ಡಿ: [919, 1542, 1182, 1719]
- person-figure: [1123, 2100, 1168, 2242]
- person-figure: [69, 172, 166, 364]
- person-figure: [1318, 263, 1365, 422]
- narayana-headline: ಇಂದು ವಿವಿಗೆ ಎನ್.ಆರ್ ನಾರಾಯಣಮೂರ್ತಿ: [45, 925, 419, 954]
- netaji-portrait: [1194, 2036, 1270, 2141]
